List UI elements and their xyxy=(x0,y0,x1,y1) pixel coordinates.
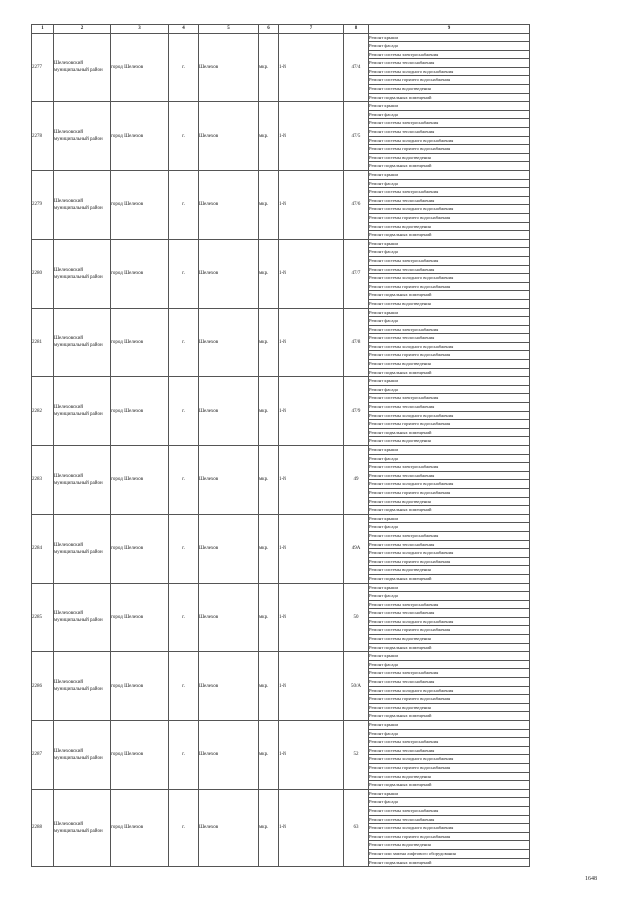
municipality: Шелеховский муниципальный район xyxy=(54,239,111,308)
street-name: 1-й xyxy=(279,789,344,866)
locality-type: г. xyxy=(169,102,199,171)
street-type: мкр. xyxy=(259,102,279,171)
locality-name: Шелехов xyxy=(199,239,259,308)
street-name: 1-й xyxy=(279,583,344,652)
settlement: город Шелехов xyxy=(111,721,169,790)
work-item: Ремонт крыши xyxy=(369,377,530,386)
work-item: Ремонт системы водоотведения xyxy=(369,85,530,94)
work-item: Ремонт системы холодного водоснабжения xyxy=(369,205,530,214)
work-item: Ремонт фасада xyxy=(369,592,530,601)
work-item: Ремонт системы холодного водоснабжения xyxy=(369,411,530,420)
municipality: Шелеховский муниципальный район xyxy=(54,102,111,171)
house-number: 63 xyxy=(344,789,369,866)
table-row xyxy=(32,308,530,317)
street-type: мкр. xyxy=(259,583,279,652)
settlement: город Шелехов xyxy=(111,789,169,866)
house-number: 49А xyxy=(344,514,369,583)
header-row xyxy=(32,25,530,34)
house-number: 47/9 xyxy=(344,377,369,446)
locality-name: Шелехов xyxy=(199,446,259,515)
header-cell: 6 xyxy=(259,25,279,34)
work-item: Ремонт системы горячего водоснабжения xyxy=(369,351,530,360)
work-item: Ремонт системы горячего водоснабжения xyxy=(369,832,530,841)
locality-name: Шелехов xyxy=(199,33,259,102)
work-item: Ремонт системы теплоснабжения xyxy=(369,746,530,755)
work-item: Ремонт крыши xyxy=(369,239,530,248)
municipality: Шелеховский муниципальный район xyxy=(54,377,111,446)
locality-type: г. xyxy=(169,446,199,515)
work-item: Ремонт системы холодного водоснабжения xyxy=(369,342,530,351)
street-name: 1-й xyxy=(279,377,344,446)
work-item: Ремонт системы водоотведения xyxy=(369,437,530,446)
street-type: мкр. xyxy=(259,308,279,377)
work-item: Ремонт фасада xyxy=(369,729,530,738)
locality-name: Шелехов xyxy=(199,377,259,446)
work-item: Ремонт системы водоотведения xyxy=(369,635,530,644)
work-item: Ремонт подвальных помещений xyxy=(369,231,530,240)
house-number: 47/4 xyxy=(344,33,369,102)
locality-type: г. xyxy=(169,514,199,583)
page-number: 1648 xyxy=(585,876,597,882)
record-number: 2288 xyxy=(32,789,54,866)
work-item: Ремонт фасада xyxy=(369,179,530,188)
work-item: Ремонт крыши xyxy=(369,789,530,798)
street-name: 1-й xyxy=(279,446,344,515)
street-name: 1-й xyxy=(279,171,344,240)
work-item: Ремонт подвальных помещений xyxy=(369,574,530,583)
record-number: 2285 xyxy=(32,583,54,652)
record-number: 2283 xyxy=(32,446,54,515)
settlement: город Шелехов xyxy=(111,514,169,583)
house-number: 50/А xyxy=(344,652,369,721)
header-cell: 3 xyxy=(111,25,169,34)
work-item: Ремонт фасада xyxy=(369,248,530,257)
locality-name: Шелехов xyxy=(199,171,259,240)
work-item: Ремонт системы горячего водоснабжения xyxy=(369,488,530,497)
work-item: Ремонт фасада xyxy=(369,523,530,532)
work-item: Ремонт системы теплоснабжения xyxy=(369,59,530,68)
record-number: 2287 xyxy=(32,721,54,790)
settlement: город Шелехов xyxy=(111,652,169,721)
street-type: мкр. xyxy=(259,239,279,308)
municipality: Шелеховский муниципальный район xyxy=(54,308,111,377)
municipality: Шелеховский муниципальный район xyxy=(54,721,111,790)
header-cell: 9 xyxy=(369,25,530,34)
municipality: Шелеховский муниципальный район xyxy=(54,652,111,721)
record-number: 2284 xyxy=(32,514,54,583)
locality-type: г. xyxy=(169,33,199,102)
work-item: Ремонт подвальных помещений xyxy=(369,162,530,171)
house-number: 47/7 xyxy=(344,239,369,308)
work-item: Ремонт системы теплоснабжения xyxy=(369,403,530,412)
header-cell: 5 xyxy=(199,25,259,34)
street-type: мкр. xyxy=(259,171,279,240)
work-item: Ремонт фасада xyxy=(369,660,530,669)
table-row xyxy=(32,514,530,523)
table-row xyxy=(32,171,530,180)
municipality: Шелеховский муниципальный район xyxy=(54,514,111,583)
work-item: Ремонт системы горячего водоснабжения xyxy=(369,557,530,566)
work-item: Ремонт системы теплоснабжения xyxy=(369,334,530,343)
work-item: Ремонт системы холодного водоснабжения xyxy=(369,274,530,283)
street-type: мкр. xyxy=(259,789,279,866)
street-type: мкр. xyxy=(259,377,279,446)
work-item: Ремонт системы водоотведения xyxy=(369,703,530,712)
street-name: 1-й xyxy=(279,239,344,308)
work-item: Ремонт фасада xyxy=(369,385,530,394)
work-item: Ремонт системы горячего водоснабжения xyxy=(369,282,530,291)
work-item: Ремонт подвальных помещений xyxy=(369,291,530,300)
work-item: Ремонт системы горячего водоснабжения xyxy=(369,213,530,222)
settlement: город Шелехов xyxy=(111,239,169,308)
house-number: 47/8 xyxy=(344,308,369,377)
work-item: Ремонт системы электроснабжения xyxy=(369,738,530,747)
work-item: Ремонт подвальных помещений xyxy=(369,643,530,652)
work-item: Ремонт подвальных помещений xyxy=(369,781,530,790)
work-item: Ремонт подвальных помещений xyxy=(369,858,530,867)
work-item: Ремонт системы электроснабжения xyxy=(369,256,530,265)
settlement: город Шелехов xyxy=(111,102,169,171)
street-name: 1-й xyxy=(279,514,344,583)
street-type: мкр. xyxy=(259,33,279,102)
street-type: мкр. xyxy=(259,514,279,583)
work-item: Ремонт фасада xyxy=(369,110,530,119)
work-item: Ремонт системы водоотведения xyxy=(369,153,530,162)
house-number: 52 xyxy=(344,721,369,790)
work-item: Ремонт крыши xyxy=(369,308,530,317)
register-table xyxy=(31,24,530,867)
work-item: Ремонт системы горячего водоснабжения xyxy=(369,76,530,85)
house-number: 47/6 xyxy=(344,171,369,240)
work-item: Ремонт системы теплоснабжения xyxy=(369,265,530,274)
locality-name: Шелехов xyxy=(199,721,259,790)
work-item: Ремонт системы теплоснабжения xyxy=(369,540,530,549)
work-item: Ремонт крыши xyxy=(369,652,530,661)
municipality: Шелеховский муниципальный район xyxy=(54,789,111,866)
locality-name: Шелехов xyxy=(199,583,259,652)
work-item: Ремонт системы теплоснабжения xyxy=(369,678,530,687)
table-row xyxy=(32,721,530,730)
work-item: Ремонт системы водоотведения xyxy=(369,360,530,369)
work-item: Ремонт системы горячего водоснабжения xyxy=(369,763,530,772)
work-item: Ремонт системы водоотведения xyxy=(369,841,530,850)
work-item: Ремонт системы электроснабжения xyxy=(369,119,530,128)
work-item: Ремонт системы горячего водоснабжения xyxy=(369,695,530,704)
street-type: мкр. xyxy=(259,721,279,790)
work-item: Ремонт системы водоотведения xyxy=(369,772,530,781)
work-item: Ремонт фасада xyxy=(369,42,530,51)
work-item: Ремонт системы электроснабжения xyxy=(369,463,530,472)
work-item: Ремонт системы горячего водоснабжения xyxy=(369,420,530,429)
work-item: Ремонт крыши xyxy=(369,583,530,592)
work-item: Ремонт системы теплоснабжения xyxy=(369,196,530,205)
work-item: Ремонт системы холодного водоснабжения xyxy=(369,67,530,76)
record-number: 2279 xyxy=(32,171,54,240)
locality-name: Шелехов xyxy=(199,514,259,583)
street-type: мкр. xyxy=(259,652,279,721)
work-item: Ремонт системы водоотведения xyxy=(369,299,530,308)
work-item: Ремонт крыши xyxy=(369,446,530,455)
work-item: Ремонт системы холодного водоснабжения xyxy=(369,549,530,558)
work-item: Ремонт системы горячего водоснабжения xyxy=(369,626,530,635)
settlement: город Шелехов xyxy=(111,171,169,240)
work-item: Ремонт подвальных помещений xyxy=(369,93,530,102)
table-row xyxy=(32,377,530,386)
header-cell: 2 xyxy=(54,25,111,34)
work-item: Ремонт системы электроснабжения xyxy=(369,531,530,540)
work-item: Ремонт крыши xyxy=(369,514,530,523)
municipality: Шелеховский муниципальный район xyxy=(54,171,111,240)
settlement: город Шелехов xyxy=(111,583,169,652)
work-item: Ремонт системы холодного водоснабжения xyxy=(369,480,530,489)
municipality: Шелеховский муниципальный район xyxy=(54,583,111,652)
locality-name: Шелехов xyxy=(199,308,259,377)
work-item: Ремонт системы электроснабжения xyxy=(369,325,530,334)
house-number: 49 xyxy=(344,446,369,515)
settlement: город Шелехов xyxy=(111,308,169,377)
header-cell: 8 xyxy=(344,25,369,34)
locality-type: г. xyxy=(169,583,199,652)
work-item: Ремонт крыши xyxy=(369,721,530,730)
record-number: 2278 xyxy=(32,102,54,171)
record-number: 2281 xyxy=(32,308,54,377)
street-name: 1-й xyxy=(279,308,344,377)
work-item: Ремонт подвальных помещений xyxy=(369,368,530,377)
work-item: Ремонт системы водоотведения xyxy=(369,566,530,575)
record-number: 2277 xyxy=(32,33,54,102)
work-item: Ремонт или замена лифтового оборудования xyxy=(369,849,530,858)
work-item: Ремонт системы холодного водоснабжения xyxy=(369,136,530,145)
street-name: 1-й xyxy=(279,102,344,171)
locality-name: Шелехов xyxy=(199,652,259,721)
work-item: Ремонт системы водоотведения xyxy=(369,222,530,231)
header-cell: 4 xyxy=(169,25,199,34)
municipality: Шелеховский муниципальный район xyxy=(54,33,111,102)
street-name: 1-й xyxy=(279,721,344,790)
work-item: Ремонт системы теплоснабжения xyxy=(369,128,530,137)
work-item: Ремонт системы теплоснабжения xyxy=(369,471,530,480)
table-row xyxy=(32,652,530,661)
table-row xyxy=(32,102,530,111)
work-item: Ремонт крыши xyxy=(369,171,530,180)
locality-type: г. xyxy=(169,721,199,790)
work-item: Ремонт системы холодного водоснабжения xyxy=(369,755,530,764)
house-number: 47/5 xyxy=(344,102,369,171)
work-item: Ремонт системы электроснабжения xyxy=(369,188,530,197)
locality-type: г. xyxy=(169,308,199,377)
street-name: 1-й xyxy=(279,33,344,102)
table-header xyxy=(32,25,530,34)
work-item: Ремонт подвальных помещений xyxy=(369,506,530,515)
locality-name: Шелехов xyxy=(199,102,259,171)
work-item: Ремонт системы горячего водоснабжения xyxy=(369,145,530,154)
header-cell: 1 xyxy=(32,25,54,34)
work-item: Ремонт системы электроснабжения xyxy=(369,394,530,403)
table-row xyxy=(32,583,530,592)
record-number: 2282 xyxy=(32,377,54,446)
work-item: Ремонт крыши xyxy=(369,102,530,111)
work-item: Ремонт фасада xyxy=(369,317,530,326)
work-item: Ремонт системы электроснабжения xyxy=(369,806,530,815)
work-item: Ремонт системы электроснабжения xyxy=(369,600,530,609)
municipality: Шелеховский муниципальный район xyxy=(54,446,111,515)
table-row xyxy=(32,239,530,248)
work-item: Ремонт крыши xyxy=(369,33,530,42)
work-item: Ремонт системы холодного водоснабжения xyxy=(369,824,530,833)
work-item: Ремонт подвальных помещений xyxy=(369,712,530,721)
work-item: Ремонт системы теплоснабжения xyxy=(369,815,530,824)
work-item: Ремонт системы холодного водоснабжения xyxy=(369,617,530,626)
table-body xyxy=(32,33,530,867)
work-item: Ремонт системы электроснабжения xyxy=(369,50,530,59)
table-row xyxy=(32,446,530,455)
settlement: город Шелехов xyxy=(111,33,169,102)
street-type: мкр. xyxy=(259,446,279,515)
locality-type: г. xyxy=(169,239,199,308)
locality-type: г. xyxy=(169,789,199,866)
record-number: 2280 xyxy=(32,239,54,308)
work-item: Ремонт фасада xyxy=(369,798,530,807)
work-item: Ремонт подвальных помещений xyxy=(369,428,530,437)
work-item: Ремонт фасада xyxy=(369,454,530,463)
record-number: 2286 xyxy=(32,652,54,721)
house-number: 50 xyxy=(344,583,369,652)
table-row xyxy=(32,33,530,42)
work-item: Ремонт системы электроснабжения xyxy=(369,669,530,678)
street-name: 1-й xyxy=(279,652,344,721)
locality-type: г. xyxy=(169,652,199,721)
settlement: город Шелехов xyxy=(111,446,169,515)
work-item: Ремонт системы теплоснабжения xyxy=(369,609,530,618)
locality-type: г. xyxy=(169,171,199,240)
header-cell: 7 xyxy=(279,25,344,34)
locality-type: г. xyxy=(169,377,199,446)
work-item: Ремонт системы холодного водоснабжения xyxy=(369,686,530,695)
settlement: город Шелехов xyxy=(111,377,169,446)
work-item: Ремонт системы водоотведения xyxy=(369,497,530,506)
locality-name: Шелехов xyxy=(199,789,259,866)
table-row xyxy=(32,789,530,798)
